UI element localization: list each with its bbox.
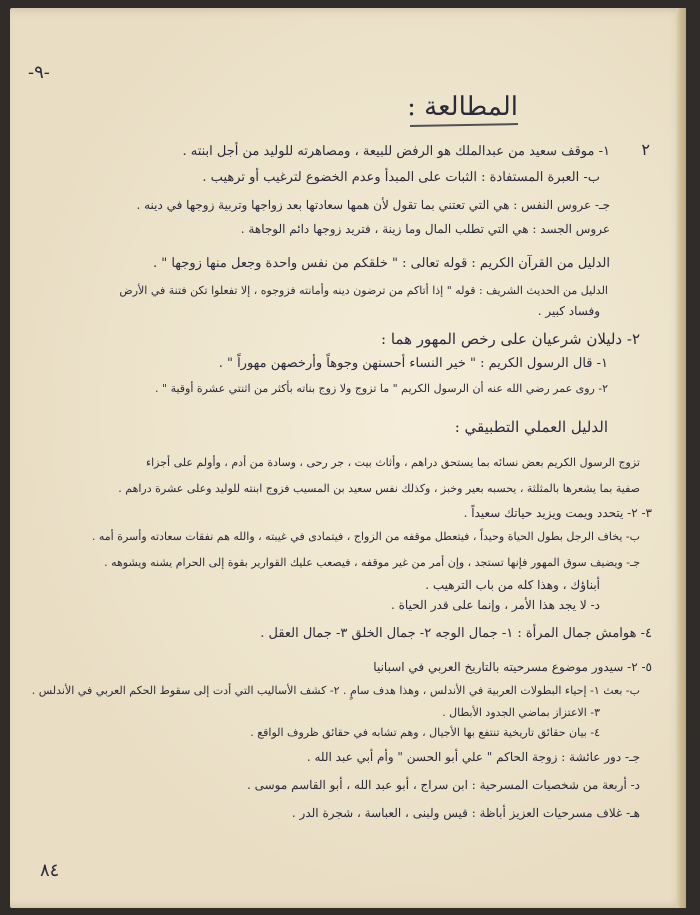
text-line: تزوج الرسول الكريم بعض نسائه بما يستحق دراهم ، وأثاث بيت ، جر رحى ، وسادة من أدم ، وأولم على أجزاء [145, 456, 640, 469]
margin-mark: ٢ [641, 140, 650, 159]
text-line: وفساد كبير . [537, 304, 600, 318]
page-edge [676, 8, 686, 908]
text-line: ٤- بيان حقائق تاريخية تنتفع بها الأجيال ، وهم تشابه في حقائق ظروف الواقع . [250, 726, 600, 739]
text-line: ب- بعث ١- إحياء البطولات العربية في الأندلس ، وهذا هدف سامٍ . ٢- كشف الأساليب التي أدت إلى سقوط الحكم العربي في الأندلس . [31, 684, 640, 697]
page-title: المطالعة : [407, 92, 518, 122]
text-line: أبناؤك ، وهذا كله من باب الترهيب . [425, 578, 600, 592]
text-line: ٥- ٢- سيدور موضوع مسرحيته بالتاريخ العربي في اسبانيا [373, 660, 652, 674]
text-line: الدليل من القرآن الكريم : قوله تعالى : " خلقكم من نفس واحدة وجعل منها زوجها " . [152, 256, 610, 271]
text-line: عروس الجسد : هي التي تطلب المال وما زينة ، فتريد زوجها دائم الوجاهة . [240, 222, 610, 236]
text-line: جـ- دور عائشة : زوجة الحاكم " علي أبو الحسن " وأم أبي عبد الله . [306, 750, 640, 764]
text-line: ب- يخاف الرجل بطول الحياة وحيداً ، فيتعطل موقفه من الزواج ، فيتمادى في غيبته ، والله هم نفقات سعادته وأسرة أمه . [91, 530, 640, 543]
page-mark: -٩- [28, 62, 50, 83]
text-line: صفية بما يشعرها بالمثلثة ، يحسبه بعير وخبز ، وكذلك نفس سعيد بن المسيب فزوج ابنته للوليد وعلى عشرة دراهم . [118, 482, 640, 495]
text-line: جـ- عروس النفس : هي التي تعتني بما تقول لأن همها سعادتها بعد زواجها وتربية زوجها في دينه . [136, 198, 610, 212]
text-line: ٢- دليلان شرعيان على رخص المهور هما : [381, 330, 640, 348]
text-line: هـ- غلاف مسرحيات العزيز أباظة : قيس ولبنى ، العباسة ، شجرة الدر . [291, 806, 640, 820]
text-line: ١- قال الرسول الكريم : " خير النساء أحسنهن وجوهاً وأرخصهن مهوراً " . [218, 356, 608, 371]
text-line: ٣- الاعتزاز بماضي الجدود الأبطال . [442, 706, 600, 719]
text-line: الدليل العملي التطبيقي : [454, 418, 608, 436]
page-number: ٨٤ [40, 860, 60, 881]
text-line: ٤- هوامش جمال المرأة : ١- جمال الوجه ٢- جمال الخلق ٣- جمال العقل . [260, 626, 652, 641]
text-line: ب- العبرة المستفادة : الثبات على المبدأ وعدم الخضوع لترغيب أو ترهيب . [202, 170, 600, 185]
text-line: جـ- ويضيف سوق المهور فإنها تستجد ، وإن أمر من غير موقفه ، فيصعب عليك القوارير بقوة إلى الحرام يشنه ويشوهه . [104, 556, 640, 569]
text-line: الدليل من الحديث الشريف : قوله " إذا أتاكم من ترضون دينه وأمانته فزوجوه ، إلا تفعلوا تكن فتنة في الأرض [119, 284, 608, 297]
text-line: ٢- روى عمر رضي الله عنه أن الرسول الكريم " ما تزوج ولا زوج بناته بأكثر من اثنتي عشرة أوقية " . [155, 382, 608, 395]
text-line: ٣- ٢- يتحدد ويمت ويزيد حياتك سعيداً . [463, 506, 652, 520]
text-line: د- لا يجد هذا الأمر ، وإنما على قدر الحياة . [391, 598, 600, 612]
text-line: ١- موقف سعيد من عبدالملك هو الرفض للبيعة ، ومصاهرته للوليد من أجل ابنته . [182, 144, 610, 159]
text-line: د- أربعة من شخصيات المسرحية : ابن سراج ، أبو عبد الله ، أبو القاسم موسى . [246, 778, 640, 792]
